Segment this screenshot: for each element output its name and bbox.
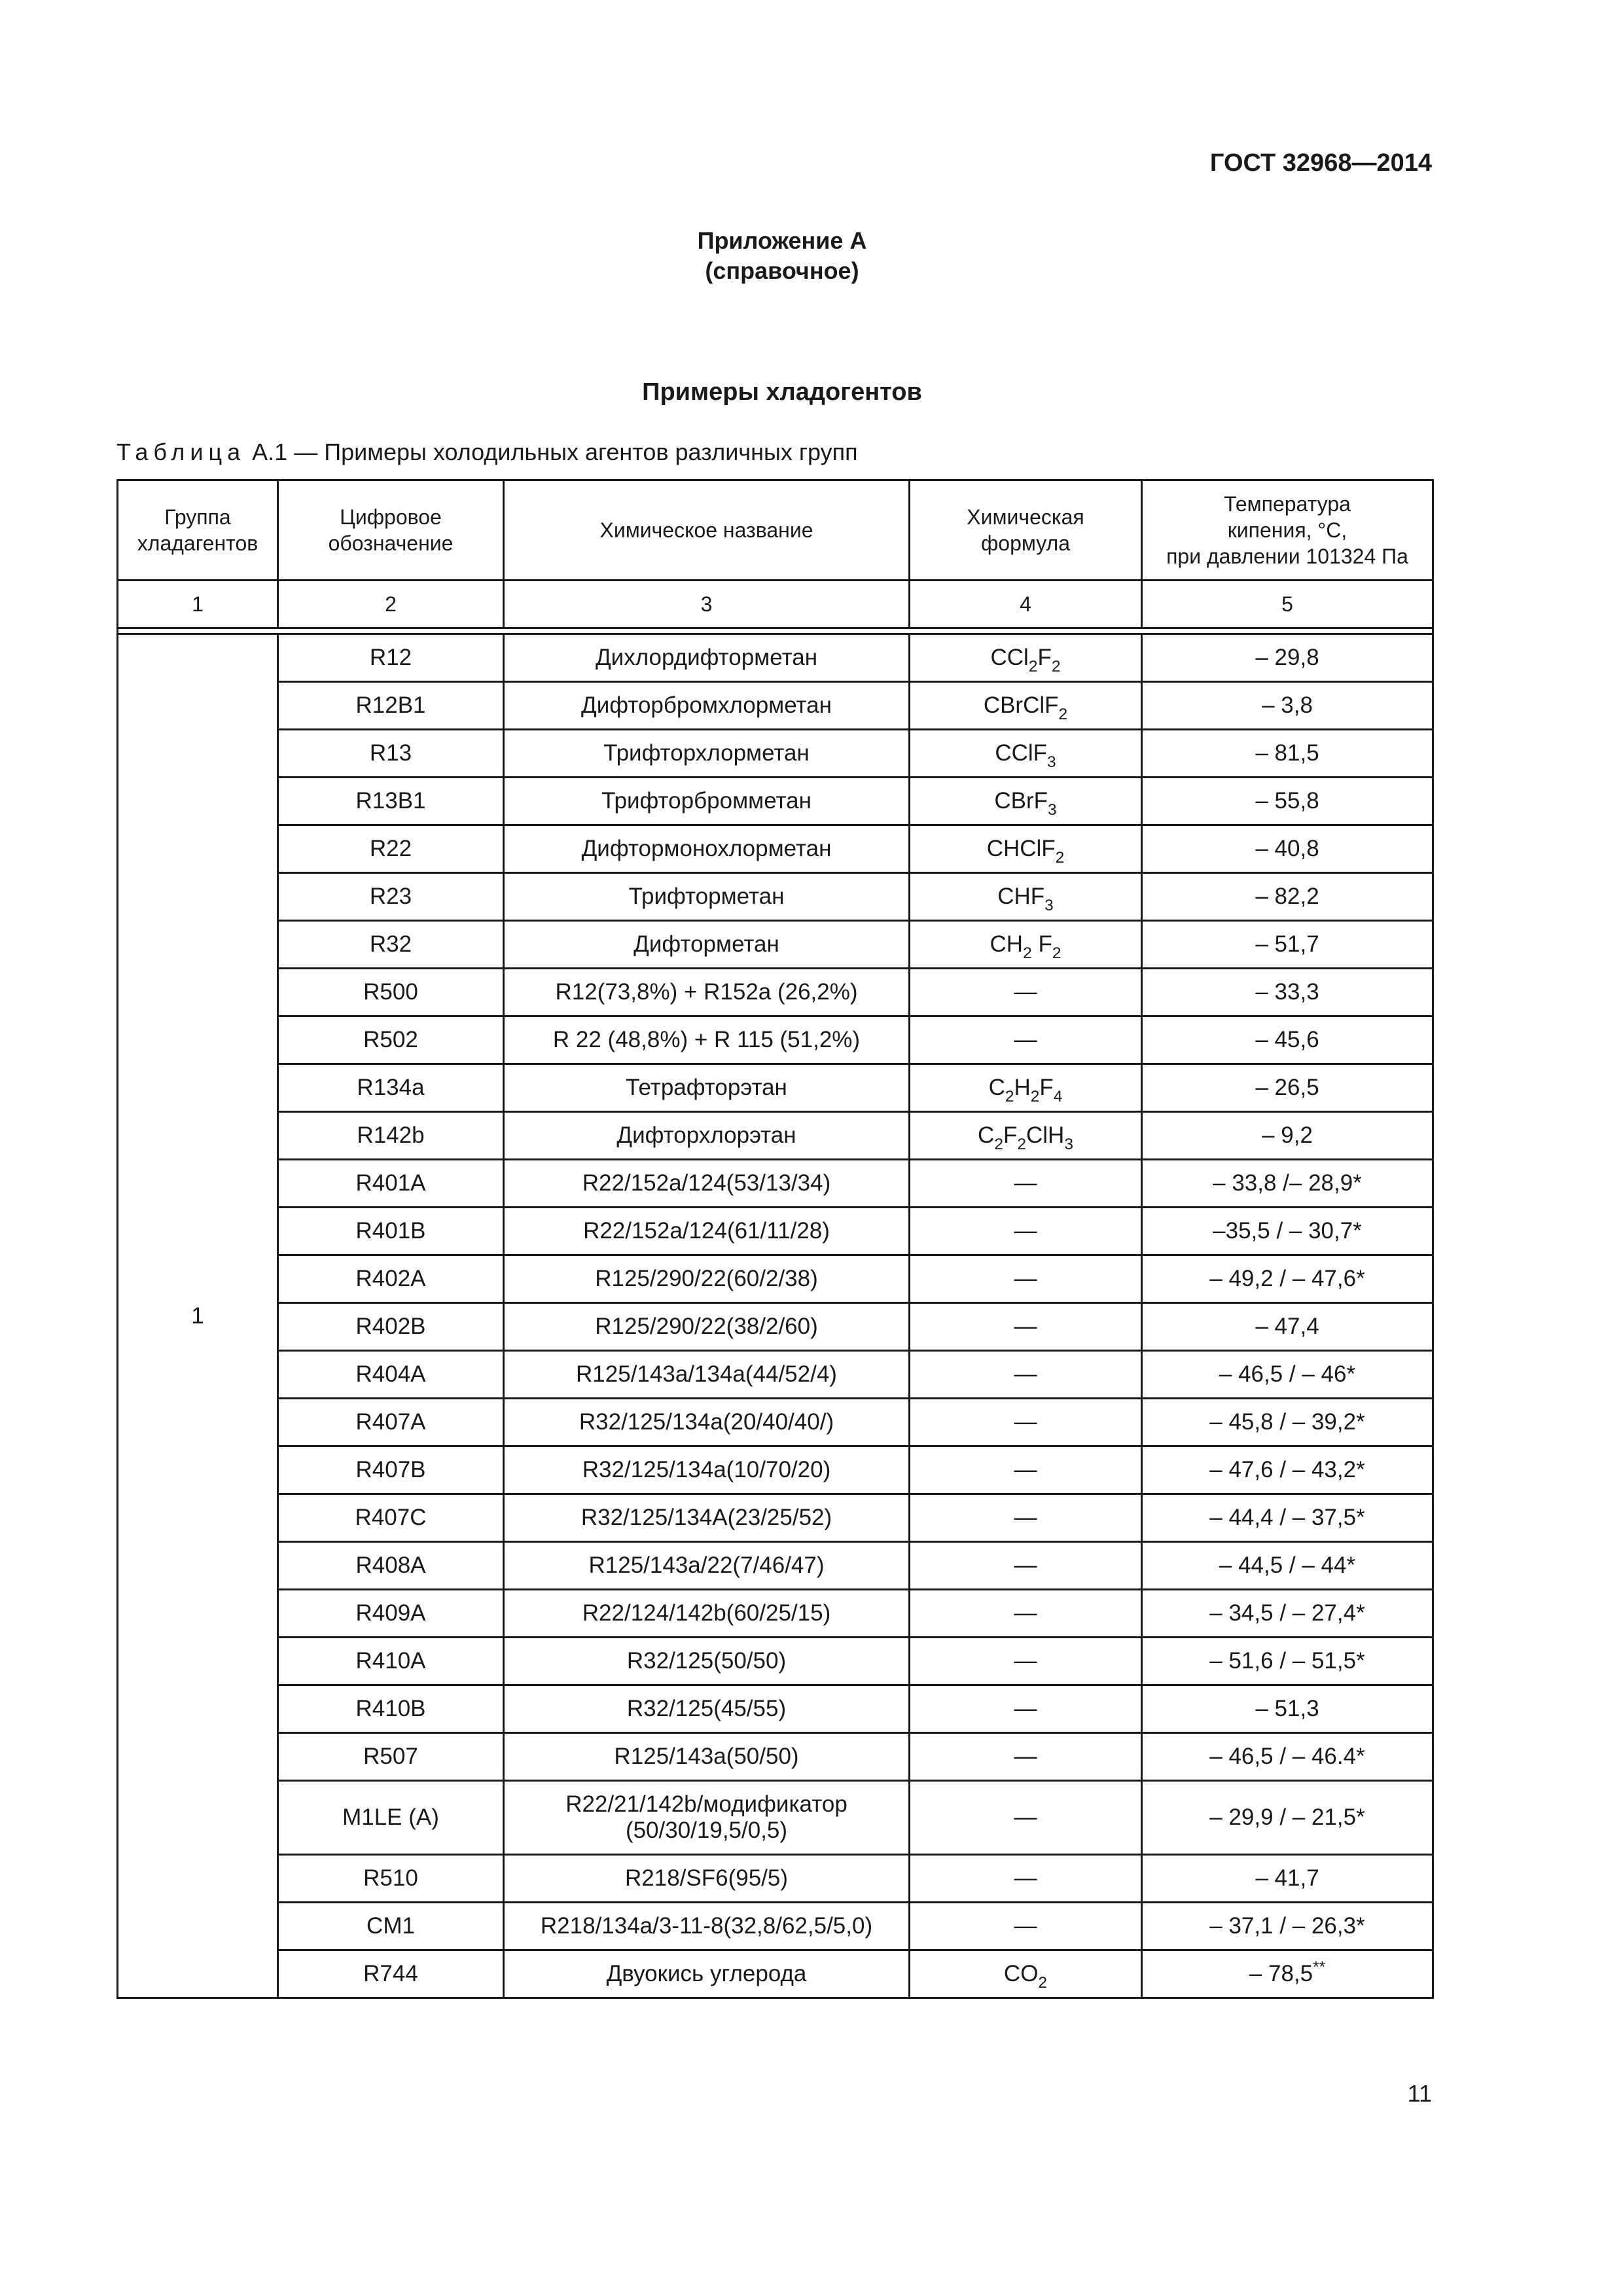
subscript: 2 — [1055, 849, 1065, 867]
name-cell: R32/125/134A(23/25/52) — [504, 1494, 910, 1542]
table-row — [118, 1351, 1433, 1399]
text-segment: – 34,5 / – 27,4* — [1209, 1600, 1365, 1626]
refrigerants-table — [116, 479, 1434, 1999]
text-segment: ClH — [1026, 1122, 1065, 1148]
column-number-row — [118, 581, 1433, 628]
text-segment: — — [1014, 1218, 1037, 1244]
temperature-cell — [1142, 1160, 1433, 1208]
text-segment: — — [1014, 1600, 1037, 1626]
formula-cell — [910, 1399, 1142, 1446]
name-cell: R12(73,8%) + R152a (26,2%) — [504, 969, 910, 1016]
name-cell: R32/125/134a(10/70/20) — [504, 1446, 910, 1494]
table-row — [118, 921, 1433, 969]
formula-cell — [910, 1950, 1142, 1998]
text-segment: — — [1014, 979, 1037, 1005]
text-segment: F — [1037, 645, 1052, 670]
formula-cell — [910, 1255, 1142, 1303]
formula-cell — [910, 921, 1142, 969]
text-segment: – 47,6 / – 43,2* — [1209, 1457, 1365, 1482]
code-cell: R402A — [278, 1255, 504, 1303]
name-cell: Дифторметан — [504, 921, 910, 969]
table-row — [118, 682, 1433, 730]
formula-cell — [910, 778, 1142, 825]
subscript: 3 — [1048, 801, 1057, 819]
code-cell: R408A — [278, 1542, 504, 1590]
header-code-line: Цифровое — [340, 505, 442, 529]
text-segment: CClF — [995, 740, 1048, 766]
table-row — [118, 825, 1433, 873]
text-segment: – 82,2 — [1255, 884, 1319, 909]
name-cell: R22/124/142b(60/25/15) — [504, 1590, 910, 1638]
temperature-cell — [1142, 1446, 1433, 1494]
text-segment: – 46,5 / – 46.4* — [1209, 1744, 1365, 1769]
text-segment: H — [1014, 1075, 1031, 1100]
header-temperature-line: Температура — [1224, 492, 1351, 516]
header-temperature-line: кипения, °С, — [1227, 518, 1347, 542]
formula-cell — [910, 1112, 1142, 1160]
header-code — [278, 480, 504, 581]
name-cell: R125/290/22(38/2/60) — [504, 1303, 910, 1351]
name-cell — [504, 1781, 910, 1855]
text-segment: — — [1014, 1804, 1037, 1830]
header-formula-line: формула — [980, 531, 1071, 555]
text-segment: C — [988, 1075, 1005, 1100]
code-cell: R500 — [278, 969, 504, 1016]
subscript: 3 — [1064, 1136, 1073, 1153]
table-row — [118, 1208, 1433, 1255]
header-code-line: обозначение — [328, 531, 454, 555]
text-segment: – 51,6 / – 51,5* — [1209, 1648, 1365, 1674]
text-segment: — — [1014, 1552, 1037, 1578]
formula-cell — [910, 1160, 1142, 1208]
subscript: 2 — [1023, 944, 1032, 962]
code-cell: R410B — [278, 1685, 504, 1733]
code-cell: R23 — [278, 873, 504, 921]
text-segment: – 9,2 — [1262, 1122, 1313, 1148]
text-segment: CHF — [997, 884, 1045, 909]
text-segment: – 78,5 — [1249, 1961, 1313, 1986]
code-cell: R507 — [278, 1733, 504, 1781]
text-segment: — — [1014, 1409, 1037, 1435]
formula-cell — [910, 1733, 1142, 1781]
text-segment: – 45,8 / – 39,2* — [1209, 1409, 1365, 1435]
column-number: 1 — [118, 581, 278, 628]
temperature-cell — [1142, 1733, 1433, 1781]
temperature-cell — [1142, 1685, 1433, 1733]
temperature-cell — [1142, 682, 1433, 730]
name-cell: R125/143a(50/50) — [504, 1733, 910, 1781]
temperature-cell — [1142, 1590, 1433, 1638]
text-segment: CH — [990, 931, 1024, 957]
formula-cell — [910, 1016, 1142, 1064]
temperature-cell — [1142, 873, 1433, 921]
header-name: Химическое название — [504, 480, 910, 581]
section-title: Примеры хладогентов — [642, 378, 922, 406]
table-row — [118, 1016, 1433, 1064]
formula-cell — [910, 873, 1142, 921]
subscript: 2 — [1028, 658, 1038, 675]
table-row — [118, 1638, 1433, 1685]
name-cell: R125/290/22(60/2/38) — [504, 1255, 910, 1303]
table-row — [118, 1255, 1433, 1303]
code-cell: R22 — [278, 825, 504, 873]
name-cell: Тетрафторэтан — [504, 1064, 910, 1112]
name-cell: R22/152a/124(53/13/34) — [504, 1160, 910, 1208]
name-cell: Трифторметан — [504, 873, 910, 921]
text-segment: CCl — [990, 645, 1029, 670]
name-cell: Дихлордифторметан — [504, 634, 910, 682]
text-segment: – 51,3 — [1255, 1696, 1319, 1721]
appendix-subtitle: (справочное) — [705, 257, 859, 284]
name-line: R22/21/142b/модификатор — [565, 1791, 847, 1817]
table-row — [118, 1303, 1433, 1351]
text-segment: – 3,8 — [1262, 692, 1313, 718]
temperature-cell — [1142, 1016, 1433, 1064]
code-cell: R13 — [278, 730, 504, 778]
text-segment: – 33,8 /– 28,9* — [1213, 1170, 1362, 1196]
code-cell: R401B — [278, 1208, 504, 1255]
formula-cell — [910, 825, 1142, 873]
column-number: 3 — [504, 581, 910, 628]
text-segment: F — [1003, 1122, 1018, 1148]
temperature-cell — [1142, 1855, 1433, 1903]
text-segment: – 40,8 — [1255, 836, 1319, 861]
table-row — [118, 969, 1433, 1016]
group-cell: 1 — [118, 634, 278, 1998]
table-row — [118, 1064, 1433, 1112]
code-cell: CM1 — [278, 1903, 504, 1950]
subscript: 2 — [1052, 944, 1061, 962]
code-cell: R409A — [278, 1590, 504, 1638]
code-cell: R401A — [278, 1160, 504, 1208]
temperature-cell — [1142, 1494, 1433, 1542]
formula-cell — [910, 1542, 1142, 1590]
header-temperature — [1142, 480, 1433, 581]
formula-cell — [910, 1446, 1142, 1494]
table-row — [118, 1903, 1433, 1950]
text-segment: –35,5 / – 30,7* — [1213, 1218, 1362, 1244]
temperature-cell — [1142, 1638, 1433, 1685]
header-temperature-line: при давлении 101324 Па — [1166, 545, 1408, 568]
text-segment: CO — [1003, 1961, 1039, 1986]
name-cell: R218/134a/3-11-8(32,8/62,5/5,0) — [504, 1903, 910, 1950]
table-row — [118, 1950, 1433, 1998]
table-row — [118, 1494, 1433, 1542]
name-cell: R32/125/134a(20/40/40/) — [504, 1399, 910, 1446]
temperature-cell — [1142, 1542, 1433, 1590]
text-segment: F — [1039, 1075, 1054, 1100]
temperature-cell — [1142, 1255, 1433, 1303]
text-segment: – 26,5 — [1255, 1075, 1319, 1100]
code-cell: M1LE (A) — [278, 1781, 504, 1855]
temperature-cell — [1142, 778, 1433, 825]
text-segment: — — [1014, 1913, 1037, 1939]
temperature-cell — [1142, 1781, 1433, 1855]
temperature-cell — [1142, 1064, 1433, 1112]
code-cell: R407B — [278, 1446, 504, 1494]
name-cell: Дифторбромхлорметан — [504, 682, 910, 730]
formula-cell — [910, 1208, 1142, 1255]
temperature-cell — [1142, 1351, 1433, 1399]
text-segment: — — [1014, 1505, 1037, 1530]
temperature-cell — [1142, 825, 1433, 873]
text-segment: CBrF — [994, 788, 1048, 814]
document-number: ГОСТ 32968—2014 — [1209, 149, 1432, 177]
text-segment: – 81,5 — [1255, 740, 1319, 766]
code-cell: R407C — [278, 1494, 504, 1542]
text-segment: — — [1014, 1314, 1037, 1339]
formula-cell — [910, 1685, 1142, 1733]
table-row — [118, 1112, 1433, 1160]
name-cell: R125/143a/22(7/46/47) — [504, 1542, 910, 1590]
text-segment: – 46,5 / – 46* — [1219, 1361, 1356, 1387]
column-number: 5 — [1142, 581, 1433, 628]
temperature-cell — [1142, 1950, 1433, 1998]
formula-cell — [910, 730, 1142, 778]
temperature-cell — [1142, 1399, 1433, 1446]
code-cell: R12 — [278, 634, 504, 682]
subscript: 2 — [1030, 1088, 1040, 1105]
table-caption — [116, 439, 858, 466]
code-cell: R12B1 — [278, 682, 504, 730]
subscript: 2 — [1051, 658, 1061, 675]
name-cell: Дифторхлорэтан — [504, 1112, 910, 1160]
temperature-cell — [1142, 1112, 1433, 1160]
text-segment: — — [1014, 1744, 1037, 1769]
table-row — [118, 634, 1433, 682]
header-group — [118, 480, 278, 581]
text-segment: — — [1014, 1361, 1037, 1387]
text-segment: — — [1014, 1027, 1037, 1052]
text-segment: – 37,1 / – 26,3* — [1209, 1913, 1365, 1939]
text-segment: – 29,8 — [1255, 645, 1319, 670]
table-row — [118, 1685, 1433, 1733]
code-cell: R407A — [278, 1399, 504, 1446]
column-number: 4 — [910, 581, 1142, 628]
subscript: 2 — [994, 1136, 1003, 1153]
code-cell: R402B — [278, 1303, 504, 1351]
temperature-cell — [1142, 921, 1433, 969]
text-segment: – 51,7 — [1255, 931, 1319, 957]
code-cell: R510 — [278, 1855, 504, 1903]
name-cell: Трифторбромметан — [504, 778, 910, 825]
name-cell: R218/SF6(95/5) — [504, 1855, 910, 1903]
table-row — [118, 1781, 1433, 1855]
code-cell: R134a — [278, 1064, 504, 1112]
name-cell: Дифтормонохлорметан — [504, 825, 910, 873]
formula-cell — [910, 969, 1142, 1016]
subscript: 3 — [1044, 897, 1054, 914]
formula-cell — [910, 1638, 1142, 1685]
text-segment: — — [1014, 1648, 1037, 1674]
table-row — [118, 730, 1433, 778]
formula-cell — [910, 1903, 1142, 1950]
code-cell: R142b — [278, 1112, 504, 1160]
text-segment: – 44,5 / – 44* — [1219, 1552, 1356, 1578]
subscript: 2 — [1005, 1088, 1014, 1105]
code-cell: R13B1 — [278, 778, 504, 825]
text-segment: F — [1031, 931, 1052, 957]
table-row — [118, 1590, 1433, 1638]
table-row — [118, 778, 1433, 825]
name-cell: R 22 (48,8%) + R 115 (51,2%) — [504, 1016, 910, 1064]
text-segment: – 45,6 — [1255, 1027, 1319, 1052]
subscript: 3 — [1047, 753, 1056, 771]
text-segment: — — [1014, 1457, 1037, 1482]
text-segment: C — [978, 1122, 995, 1148]
table-caption-label: Таблица — [116, 439, 246, 465]
table-separator — [118, 628, 1433, 634]
temperature-cell — [1142, 634, 1433, 682]
table-row — [118, 1399, 1433, 1446]
table-row — [118, 1542, 1433, 1590]
column-number: 2 — [278, 581, 504, 628]
name-cell: R22/152a/124(61/11/28) — [504, 1208, 910, 1255]
header-group-line: Группа — [164, 505, 231, 529]
formula-cell — [910, 1064, 1142, 1112]
table-caption-text: А.1 — Примеры холодильных агентов различных групп — [245, 439, 858, 465]
appendix-title: Приложение А — [697, 227, 867, 254]
header-group-line: хладагентов — [137, 531, 259, 555]
name-cell: R32/125(50/50) — [504, 1638, 910, 1685]
temperature-cell — [1142, 969, 1433, 1016]
formula-cell — [910, 634, 1142, 682]
text-segment: – 29,9 / – 21,5* — [1209, 1804, 1365, 1830]
superscript: ** — [1313, 1958, 1326, 1976]
text-segment: – 49,2 / – 47,6* — [1209, 1266, 1365, 1291]
header-formula-line: Химическая — [967, 505, 1084, 529]
formula-cell — [910, 1303, 1142, 1351]
name-line: (50/30/19,5/0,5) — [625, 1818, 788, 1843]
temperature-cell — [1142, 1303, 1433, 1351]
formula-cell — [910, 1781, 1142, 1855]
text-segment: — — [1014, 1865, 1037, 1891]
text-segment: — — [1014, 1170, 1037, 1196]
text-segment: CBrClF — [983, 692, 1059, 718]
text-segment: — — [1014, 1266, 1037, 1291]
header-row — [118, 480, 1433, 581]
name-cell: R125/143a/134a(44/52/4) — [504, 1351, 910, 1399]
subscript: 2 — [1058, 706, 1068, 723]
code-cell: R410A — [278, 1638, 504, 1685]
text-segment: CHClF — [986, 836, 1056, 861]
formula-cell — [910, 682, 1142, 730]
subscript: 2 — [1017, 1136, 1026, 1153]
temperature-cell — [1142, 730, 1433, 778]
code-cell: R502 — [278, 1016, 504, 1064]
page-number: 11 — [1407, 2080, 1432, 2107]
text-segment: – 44,4 / – 37,5* — [1209, 1505, 1365, 1530]
code-cell: R32 — [278, 921, 504, 969]
subscript: 2 — [1038, 1974, 1048, 1992]
text-segment: – 33,3 — [1255, 979, 1319, 1005]
name-cell: Двуокись углерода — [504, 1950, 910, 1998]
code-cell: R744 — [278, 1950, 504, 1998]
table-row — [118, 1446, 1433, 1494]
temperature-cell — [1142, 1208, 1433, 1255]
text-segment: – 55,8 — [1255, 788, 1319, 814]
text-segment: – 47,4 — [1255, 1314, 1319, 1339]
table-row — [118, 1855, 1433, 1903]
formula-cell — [910, 1590, 1142, 1638]
table-row — [118, 873, 1433, 921]
text-segment: – 41,7 — [1255, 1865, 1319, 1891]
name-cell: R32/125(45/55) — [504, 1685, 910, 1733]
temperature-cell — [1142, 1903, 1433, 1950]
code-cell: R404A — [278, 1351, 504, 1399]
formula-cell — [910, 1351, 1142, 1399]
table-separator-cell — [118, 628, 1433, 634]
table-row — [118, 1160, 1433, 1208]
subscript: 4 — [1053, 1088, 1063, 1105]
name-cell: Трифторхлорметан — [504, 730, 910, 778]
appendix-heading — [0, 226, 1564, 286]
header-formula — [910, 480, 1142, 581]
table-row — [118, 1733, 1433, 1781]
formula-cell — [910, 1494, 1142, 1542]
text-segment: — — [1014, 1696, 1037, 1721]
formula-cell — [910, 1855, 1142, 1903]
